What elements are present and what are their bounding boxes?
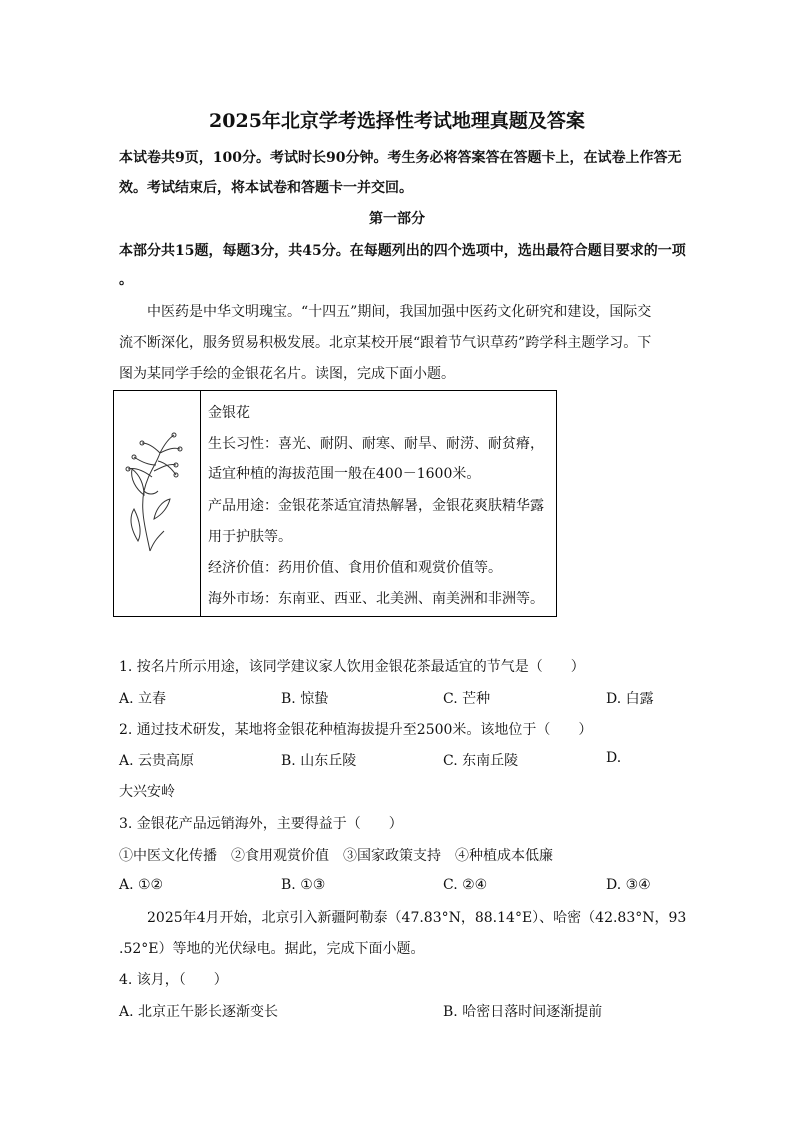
question-4-stem: 4. 该月，（ ） — [119, 972, 228, 988]
question-4-option-a: A. 北京正午影长逐渐变长 — [119, 1004, 279, 1020]
question-3-option-a: A. ①② — [119, 877, 164, 893]
question-3-items: ①中医文化传播 ②食用观赏价值 ③国家政策支持 ④种植成本低廉 — [119, 848, 553, 864]
card-use-line-2: 用于护肤等。 — [208, 529, 292, 545]
question-2-option-c: C. 东南丘陵 — [443, 753, 519, 769]
passage-2-line-1: 2025年4月开始，北京引入新疆阿勒泰（47.83°N，88.14°E）、哈密（42.83°N，93 — [147, 910, 687, 926]
intro-line-1: 本试卷共9页，100分。考试时长90分钟。考生务必将答案答在答题卡上，在试卷上作答无 — [119, 150, 682, 166]
question-4-option-b: B. 哈密日落时间逐渐提前 — [443, 1004, 603, 1020]
question-2-option-b: B. 山东丘陵 — [281, 753, 357, 769]
card-habit-line-2: 适宜种植的海拔范围一般在400－1600米。 — [208, 466, 481, 482]
document-title: 2025年北京学考选择性考试地理真题及答案 — [209, 110, 585, 132]
card-economic-value: 经济价值：药用价值、食用价值和观赏价值等。 — [208, 560, 502, 576]
part-title: 第一部分 — [369, 211, 425, 227]
passage-1-line-2: 流不断深化，服务贸易积极发展。北京某校开展“跟着节气识草药”跨学科主题学习。下 — [119, 335, 652, 351]
question-3-option-d: D. ③④ — [606, 877, 651, 893]
honeysuckle-card — [113, 390, 557, 617]
question-2-option-a: A. 云贵高原 — [119, 753, 195, 769]
question-2-stem: 2. 通过技术研发，某地将金银花种植海拔提升至2500米。该地位于（ ） — [119, 722, 593, 738]
question-2-option-d: D. — [606, 750, 622, 766]
question-1-option-b: B. 惊蛰 — [281, 691, 329, 707]
card-habit-line-1: 生长习性：喜光、耐阴、耐寒、耐旱、耐涝、耐贫瘠， — [208, 436, 544, 452]
question-3-option-c: C. ②④ — [443, 877, 488, 893]
passage-1-line-3: 图为某同学手绘的金银花名片。读图，完成下面小题。 — [119, 366, 455, 382]
question-1-option-d: D. 白露 — [606, 691, 654, 707]
passage-2-line-2: .52°E）等地的光伏绿电。据此，完成下面小题。 — [119, 941, 425, 957]
question-1-option-a: A. 立春 — [119, 691, 167, 707]
card-overseas-market: 海外市场：东南亚、西亚、北美洲、南美洲和非洲等。 — [208, 591, 544, 607]
card-divider — [200, 391, 201, 616]
card-plant-name: 金银花 — [208, 405, 250, 421]
question-3-option-b: B. ①③ — [281, 877, 326, 893]
intro-line-2: 效。考试结束后，将本试卷和答题卡一并交回。 — [119, 180, 413, 196]
question-3-stem: 3. 金银花产品远销海外，主要得益于（ ） — [119, 816, 403, 832]
question-2-option-d-text: 大兴安岭 — [119, 784, 175, 800]
question-1-stem: 1. 按名片所示用途，该同学建议家人饮用金银花茶最适宜的节气是（ ） — [119, 659, 585, 675]
passage-1-line-1: 中医药是中华文明瑰宝。“十四五”期间，我国加强中医药文化研究和建设，国际交 — [147, 304, 652, 320]
part-description-line-1: 本部分共15题，每题3分，共45分。在每题列出的四个选项中，选出最符合题目要求的一项 — [119, 243, 686, 259]
honeysuckle-drawing — [114, 391, 200, 616]
part-description-line-2: 。 — [119, 272, 133, 288]
question-1-option-c: C. 芒种 — [443, 691, 491, 707]
card-use-line-1: 产品用途：金银花茶适宜清热解暑，金银花爽肤精华露 — [208, 498, 544, 514]
